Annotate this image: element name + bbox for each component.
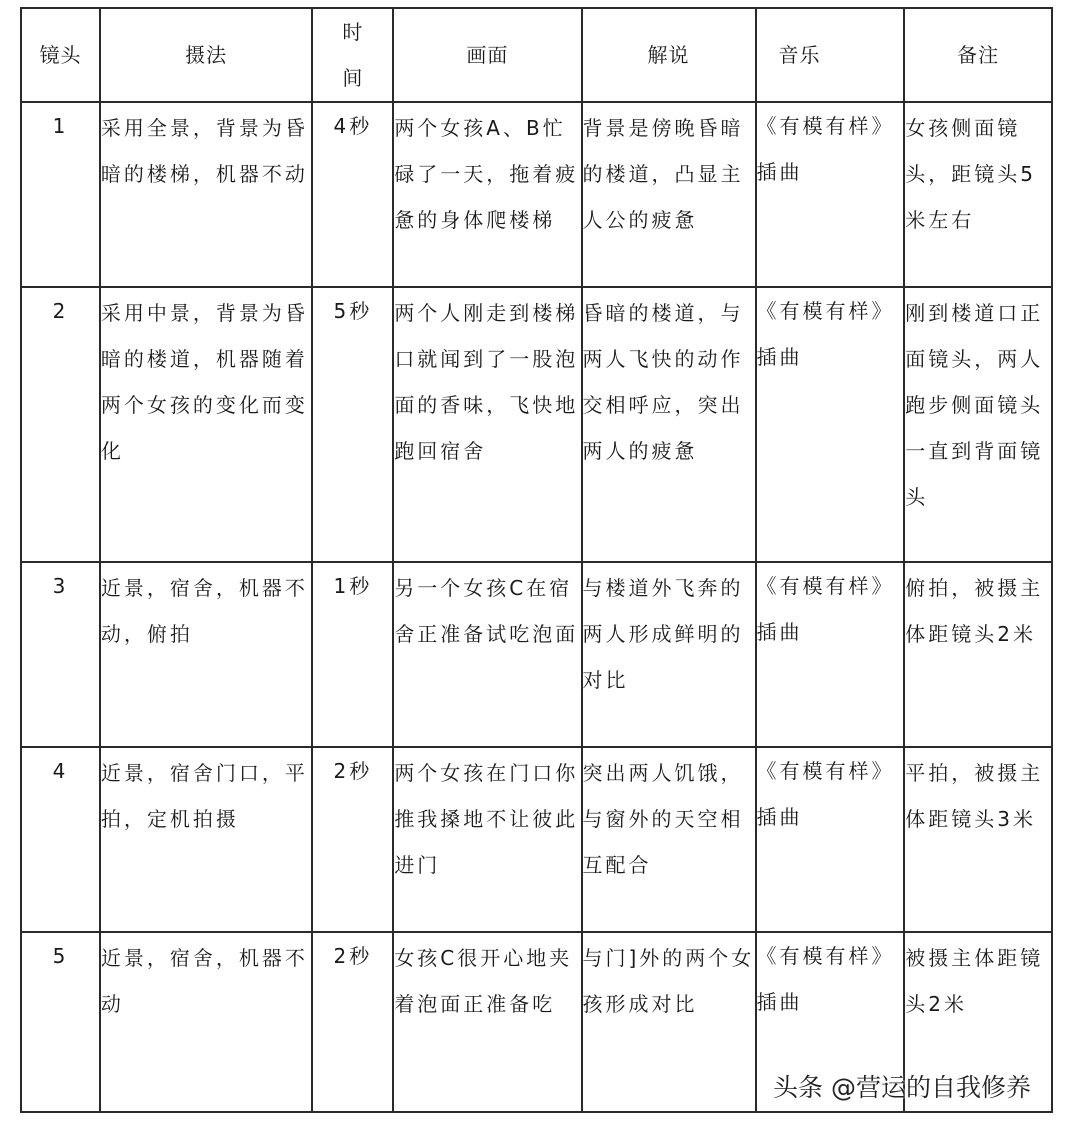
- cell-narration: [582, 747, 756, 932]
- cell-method: [100, 287, 312, 562]
- cell-picture-text: 两个女孩A、B忙碌了一天，拖着疲惫的身体爬楼梯: [394, 116, 579, 232]
- cell-narration-text: 背景是傍晚昏暗的楼道，凸显主人公的疲惫: [582, 116, 744, 232]
- cell-time: 2秒: [312, 747, 393, 932]
- cell-music: 《有模有样》插曲: [756, 287, 905, 562]
- cell-picture-text: 两个女孩在门口你推我搡地不让彼此进门: [394, 761, 579, 877]
- cell-note-text: 平拍，被摄主体距镜头3米: [905, 761, 1044, 831]
- cell-method-text: 近景，宿舍门口，平拍，定机拍摄: [100, 761, 308, 831]
- cell-note: [904, 562, 1052, 747]
- cell-narration: [582, 562, 756, 747]
- cell-shot: 2: [21, 287, 100, 562]
- cell-narration-text: 昏暗的楼道，与两人飞快的动作交相呼应，突出两人的疲惫: [582, 301, 744, 463]
- header-note: 备注: [904, 8, 1052, 102]
- cell-narration-text: 与楼道外飞奔的两人形成鲜明的对比: [582, 576, 744, 692]
- cell-note: [904, 287, 1052, 562]
- cell-shot: 3: [21, 562, 100, 747]
- storyboard-sheet: [20, 7, 1053, 1113]
- cell-note-text: 被摄主体距镜头2米: [905, 946, 1044, 1016]
- cell-picture: [393, 562, 581, 747]
- cell-narration-text: 与门]外的两个女孩形成对比: [582, 946, 755, 1016]
- cell-music: 《有模有样》插曲: [756, 102, 905, 287]
- cell-picture: [393, 747, 581, 932]
- header-narration: 解说: [582, 8, 756, 102]
- cell-time: 5秒: [312, 287, 393, 562]
- table-row: [21, 287, 1052, 562]
- cell-method: [100, 747, 312, 932]
- cell-picture: [393, 102, 581, 287]
- cell-music: 《有模有样》插曲: [756, 932, 905, 1112]
- cell-method: [100, 562, 312, 747]
- cell-shot: 1: [21, 102, 100, 287]
- header-music: 音乐: [756, 8, 905, 102]
- cell-time: 2秒: [312, 932, 393, 1112]
- cell-method-text: 近景，宿舍，机器不动: [100, 946, 308, 1016]
- cell-method-text: 近景，宿舍，机器不动，俯拍: [100, 576, 308, 646]
- cell-method-text: 采用全景，背景为昏暗的楼梯，机器不动: [100, 116, 308, 186]
- cell-note: [904, 747, 1052, 932]
- cell-picture: [393, 287, 581, 562]
- cell-note-text: 刚到楼道口正面镜头，两人跑步侧面镜头一直到背面镜头: [905, 301, 1044, 509]
- header-row: [21, 8, 1052, 102]
- cell-picture-text: 两个人刚走到楼梯口就闻到了一股泡面的香味，飞快地跑回宿舍: [394, 301, 579, 463]
- header-shot: 镜头: [21, 8, 100, 102]
- header-time: [312, 8, 393, 102]
- cell-picture: [393, 932, 581, 1112]
- cell-note-text: 俯拍，被摄主体距镜头2米: [905, 576, 1044, 646]
- cell-picture-text: 另一个女孩C在宿舍正准备试吃泡面: [394, 576, 579, 646]
- cell-method: [100, 932, 312, 1112]
- cell-time: 4秒: [312, 102, 393, 287]
- cell-shot: 5: [21, 932, 100, 1112]
- cell-narration: [582, 932, 756, 1112]
- table-row: [21, 747, 1052, 932]
- cell-shot: 4: [21, 747, 100, 932]
- header-picture: 画面: [393, 8, 581, 102]
- header-time-label: 时 间: [342, 20, 364, 90]
- cell-time: 1秒: [312, 562, 393, 747]
- cell-picture-text: 女孩C很开心地夹着泡面正准备吃: [394, 946, 573, 1016]
- table-row: [21, 102, 1052, 287]
- cell-method: [100, 102, 312, 287]
- cell-music: 《有模有样》插曲: [756, 562, 905, 747]
- cell-narration: [582, 102, 756, 287]
- cell-note-text: 女孩侧面镜头，距镜头5米左右: [905, 116, 1036, 232]
- header-method: 摄法: [100, 8, 312, 102]
- cell-narration-text: 突出两人饥饿，与窗外的天空相互配合: [582, 761, 744, 877]
- watermark: 头条 @营运的自我修养: [773, 1073, 1031, 1102]
- cell-music: 《有模有样》插曲: [756, 747, 905, 932]
- cell-note: [904, 102, 1052, 287]
- table-row: [21, 562, 1052, 747]
- cell-narration: [582, 287, 756, 562]
- storyboard-table: [20, 7, 1053, 1113]
- cell-method-text: 采用中景，背景为昏暗的楼道，机器随着两个女孩的变化而变化: [100, 301, 308, 463]
